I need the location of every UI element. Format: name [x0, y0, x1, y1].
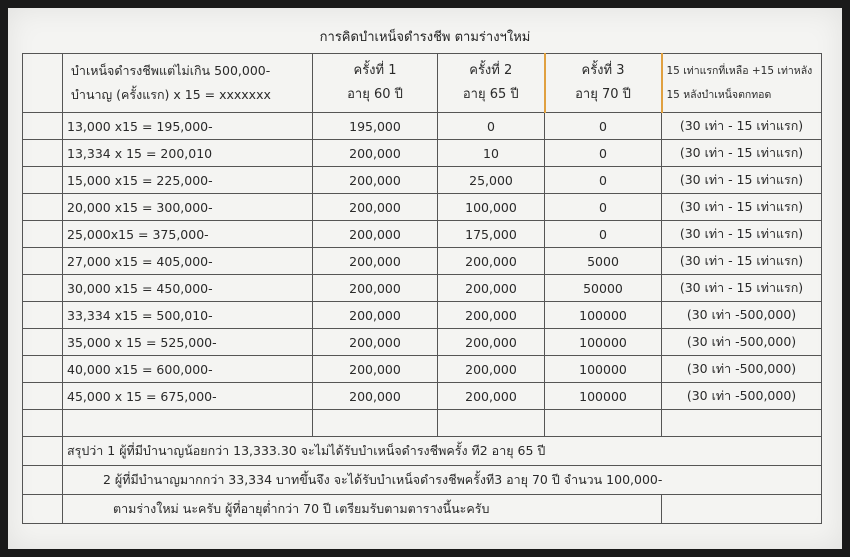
header-blank-cell — [23, 54, 63, 113]
round3-cell: 100000 — [545, 302, 662, 329]
inheritance-cell: (30 เท่า - 15 เท่าแรก) — [662, 248, 822, 275]
round1-cell: 200,000 — [313, 383, 438, 410]
table-row — [23, 329, 822, 356]
round1-cell: 200,000 — [313, 140, 438, 167]
calc-cell: 13,000 x15 = 195,000- — [63, 113, 313, 140]
header-round1-line2: อายุ 60 ปี — [347, 87, 403, 102]
table-row — [23, 248, 822, 275]
round3-cell: 0 — [545, 194, 662, 221]
summary-row-1 — [23, 437, 822, 466]
inheritance-cell: (30 เท่า - 15 เท่าแรก) — [662, 167, 822, 194]
header-inheritance-line2: 15 หลังบำเหน็จตกทอด — [666, 89, 772, 101]
header-round2-cell — [438, 54, 545, 113]
table-row — [23, 302, 822, 329]
header-inheritance-cell — [662, 54, 822, 113]
round3-cell: 100000 — [545, 329, 662, 356]
round2-cell: 200,000 — [438, 302, 545, 329]
round2-cell: 200,000 — [438, 275, 545, 302]
calc-cell: 27,000 x15 = 405,000- — [63, 248, 313, 275]
round3-cell: 100000 — [545, 383, 662, 410]
round2-cell: 200,000 — [438, 383, 545, 410]
summary-row-2 — [23, 466, 822, 495]
header-round3-line1: ครั้งที่ 3 — [581, 63, 625, 78]
header-round2-line1: ครั้งที่ 2 — [469, 63, 513, 78]
summary-line-2: 2 ผู้ที่มีบำนาญมากกว่า 33,334 บาทขึ้นจึง จะได้รับบำเหน็จดำรงชีพครั้งที3 อายุ 70 ปี จำนวน 100,000- — [63, 466, 822, 495]
inheritance-cell: (30 เท่า - 15 เท่าแรก) — [662, 194, 822, 221]
table-row — [23, 221, 822, 248]
round3-cell: 0 — [545, 140, 662, 167]
header-calc-line1: บำเหน็จดำรงชีพแต่ไม่เกิน 500,000- — [71, 63, 271, 78]
round1-cell: 200,000 — [313, 329, 438, 356]
inheritance-cell: (30 เท่า - 15 เท่าแรก) — [662, 275, 822, 302]
round2-cell: 200,000 — [438, 248, 545, 275]
calc-cell: 20,000 x15 = 300,000- — [63, 194, 313, 221]
round1-cell: 200,000 — [313, 356, 438, 383]
inheritance-cell: (30 เท่า -500,000) — [662, 383, 822, 410]
table-row — [23, 383, 822, 410]
summary-line-1: สรุปว่า 1 ผู้ที่มีบำนาญน้อยกว่า 13,333.30 จะไม่ได้รับบำเหน็จดำรงชีพครั้ง ที2 อายุ 65 ปี — [63, 437, 822, 466]
round3-cell: 0 — [545, 221, 662, 248]
round1-cell: 195,000 — [313, 113, 438, 140]
table-row — [23, 140, 822, 167]
round2-cell: 100,000 — [438, 194, 545, 221]
summary-row-3 — [23, 495, 822, 524]
round3-cell: 5000 — [545, 248, 662, 275]
calc-cell: 45,000 x 15 = 675,000- — [63, 383, 313, 410]
round3-cell: 0 — [545, 113, 662, 140]
pension-table — [22, 53, 822, 524]
header-round3-cell — [545, 54, 662, 113]
table-row — [23, 113, 822, 140]
round2-cell: 0 — [438, 113, 545, 140]
round3-cell: 50000 — [545, 275, 662, 302]
round3-cell: 0 — [545, 167, 662, 194]
summary-line-3: ตามร่างใหม่ นะครับ ผู้ที่อายุต่ำกว่า 70 ปี เตรียมรับตามตารางนี้นะครับ — [63, 495, 662, 524]
header-round1-cell — [313, 54, 438, 113]
header-round1-line1: ครั้งที่ 1 — [353, 63, 397, 78]
round1-cell: 200,000 — [313, 275, 438, 302]
inheritance-cell: (30 เท่า - 15 เท่าแรก) — [662, 113, 822, 140]
calc-cell: 40,000 x15 = 600,000- — [63, 356, 313, 383]
header-calc-cell — [63, 54, 313, 113]
table-row — [23, 194, 822, 221]
calc-cell: 30,000 x15 = 450,000- — [63, 275, 313, 302]
header-inheritance-line1: 15 เท่าแรกที่เหลือ +15 เท่าหลัง — [666, 65, 813, 77]
round1-cell: 200,000 — [313, 248, 438, 275]
table-header-row — [23, 54, 822, 113]
calc-cell: 35,000 x 15 = 525,000- — [63, 329, 313, 356]
round2-cell: 10 — [438, 140, 545, 167]
round1-cell: 200,000 — [313, 194, 438, 221]
calc-cell: 15,000 x15 = 225,000- — [63, 167, 313, 194]
document-page — [8, 8, 842, 549]
inheritance-cell: (30 เท่า -500,000) — [662, 329, 822, 356]
table-row — [23, 275, 822, 302]
round2-cell: 200,000 — [438, 329, 545, 356]
round1-cell: 200,000 — [313, 167, 438, 194]
header-round2-line2: อายุ 65 ปี — [462, 87, 519, 102]
header-calc-line2: บำนาญ (ครั้งแรก) x 15 = xxxxxxx — [71, 87, 271, 102]
inheritance-cell: (30 เท่า -500,000) — [662, 356, 822, 383]
table-row — [23, 356, 822, 383]
inheritance-cell: (30 เท่า -500,000) — [662, 302, 822, 329]
round1-cell: 200,000 — [313, 302, 438, 329]
inheritance-cell: (30 เท่า - 15 เท่าแรก) — [662, 221, 822, 248]
round3-cell: 100000 — [545, 356, 662, 383]
round2-cell: 25,000 — [438, 167, 545, 194]
blank-row — [23, 410, 822, 437]
round2-cell: 200,000 — [438, 356, 545, 383]
calc-cell: 33,334 x15 = 500,010- — [63, 302, 313, 329]
calc-cell: 13,334 x 15 = 200,010 — [63, 140, 313, 167]
inheritance-cell: (30 เท่า - 15 เท่าแรก) — [662, 140, 822, 167]
round2-cell: 175,000 — [438, 221, 545, 248]
table-row — [23, 167, 822, 194]
header-round3-line2: อายุ 70 ปี — [575, 87, 631, 102]
document-title: การคิดบำเหน็จดำรงชีพ ตามร่างฯใหม่ — [319, 30, 531, 45]
round1-cell: 200,000 — [313, 221, 438, 248]
calc-cell: 25,000x15 = 375,000- — [63, 221, 313, 248]
